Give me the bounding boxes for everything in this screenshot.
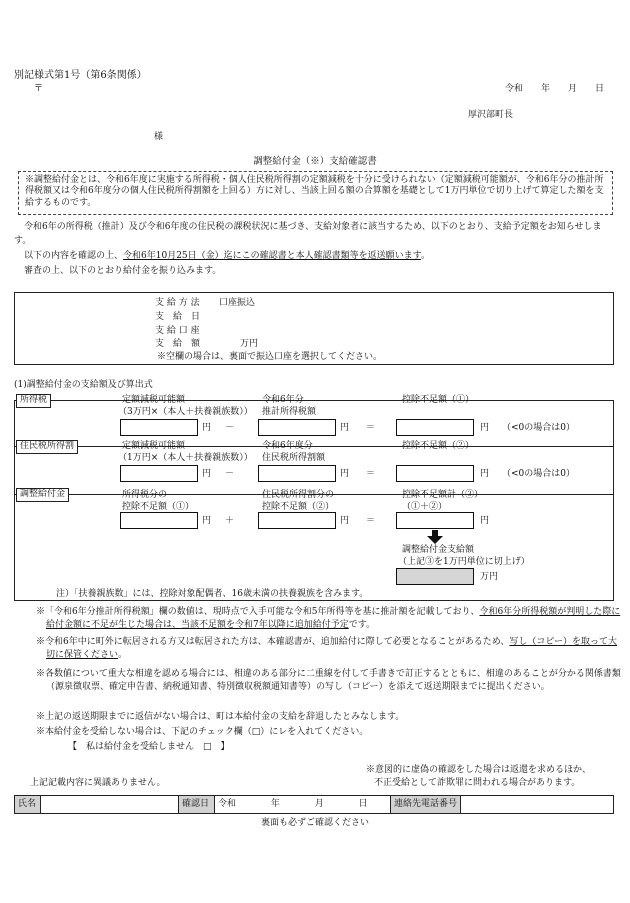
income-col1-line2: （3万円×（本人＋扶養親族数））	[118, 407, 253, 417]
yen-unit: 円	[480, 423, 490, 433]
form-number: 別記様式第1号（第6条関係）	[14, 70, 147, 81]
calc-footnote: 注）「扶養親族数」には、控除対象配偶者、16歳未満の扶養親族を含みます。	[56, 589, 369, 599]
name-field[interactable]	[41, 796, 179, 814]
intro-line-2-before: 以下の内容を確認の上、	[24, 251, 124, 261]
yen-unit: 円	[340, 423, 350, 433]
resident-tax-label: 住民税所得割	[16, 440, 78, 454]
final-amount-line1: 調整給付金支給額	[402, 545, 475, 555]
income-estimated-tax-field[interactable]	[258, 419, 336, 436]
yen-unit: 円	[202, 516, 212, 526]
income-shortfall-field[interactable]	[396, 419, 474, 436]
final-amount-field[interactable]	[396, 568, 474, 585]
signature-table	[14, 795, 614, 814]
recipient-sama: 様	[154, 132, 164, 142]
payment-account-label: 支 給 口 座	[155, 326, 200, 336]
note-1-text: ※「令和6年分推計所得税額」欄の数値は、現時点で入手可能な令和5年所得等を基に推計額を記載しており、	[36, 607, 480, 617]
minus-sign: －	[225, 469, 235, 479]
income-deduction-possible-field[interactable]	[120, 419, 198, 436]
minus-sign: －	[225, 423, 235, 433]
return-deadline: 令和6年10月25日（金）迄にこの確認書と本人確認書類等を返送願います	[123, 251, 421, 261]
note-2-end: 。	[118, 650, 128, 661]
payment-method-value: 口座振込	[219, 298, 256, 308]
payment-amount-label: 支 給 額	[155, 339, 201, 349]
yen-unit: 円	[480, 516, 490, 526]
calc-left-line	[14, 400, 15, 600]
calc-heading: (1)調整給付金の支給額及び算出式	[14, 380, 153, 390]
equals-sign: ＝	[366, 469, 376, 479]
income-col1-line1: 定額減税可能額	[122, 395, 186, 405]
adjust-col1-line1: 所得税分の	[122, 490, 168, 500]
note-3: ※各数値について重大な相違を認める場合には、相違のある部分に二重線を付して手書きで訂正するとともに、相違のあることが分かる関係書類（源泉徴収票、確定申告書、納税通知書、特別徴収税額通知書等）の写し（コピー）を添えて返送期限までに提出ください。	[36, 669, 621, 693]
equals-sign: ＝	[366, 516, 376, 526]
income-zero-note: （<0の場合は0）	[502, 423, 575, 433]
intro-line-2-after: 。	[420, 251, 430, 261]
yen-unit: 円	[480, 469, 490, 479]
final-amount-line2: （上記③を1万円単位に切上げ）	[398, 557, 530, 567]
back-side-note: 裏面も必ずご確認ください	[260, 818, 369, 828]
calc-right-line	[613, 400, 614, 600]
phone-field[interactable]	[461, 796, 614, 814]
row-divider	[14, 446, 614, 447]
era-label: 令和	[218, 798, 237, 809]
resident-col3-line1: 控除不足額（②）	[402, 441, 475, 451]
payment-date-label: 支 給 日	[155, 312, 201, 322]
resident-col2-line2: 住民税所得割額	[262, 453, 326, 463]
adjust-col2-line2: 控除不足額（②）	[262, 502, 335, 512]
adjust-resident-shortfall-field[interactable]	[258, 512, 336, 529]
income-col3-line1: 控除不足額（①）	[402, 395, 475, 405]
note-4: ※上記の返送期限までに返信がない場合は、町は本給付金の支給を辞退したとみなします。	[36, 712, 405, 722]
payment-method-label: 支 給 方 法	[155, 298, 200, 308]
note-1	[36, 606, 624, 632]
page-title: 調整給付金（※）支給確認書	[253, 156, 377, 167]
final-amount-unit: 万円	[480, 572, 499, 582]
total-shortfall-field[interactable]	[396, 512, 474, 529]
payment-note: ※空欄の場合は、裏面で振込口座を選択してください。	[157, 352, 383, 362]
note-1-underline-b: 税額が判明した際に給付金額に不足が生じた場合は、当該不足額を令和7年以降に追加給付予定	[46, 607, 621, 631]
year-label: 年	[270, 798, 280, 809]
intro-line-2	[24, 251, 430, 262]
fraud-warning-1: ※意図的に虚偽の確認をした場合は返還を求めるほか、	[366, 765, 592, 775]
resident-shortfall-field[interactable]	[396, 465, 474, 482]
resident-tax-amount-field[interactable]	[258, 465, 336, 482]
yen-unit: 円	[340, 516, 350, 526]
yen-unit: 円	[340, 469, 350, 479]
resident-col2-line1: 令和6年度分	[262, 441, 313, 451]
day-label: 日	[358, 798, 368, 809]
note-1-underline-a: 令和6年分所得	[479, 607, 540, 617]
intro-line-3: 審査の上、以下のとおり給付金を振り込みます。	[24, 266, 222, 276]
row-divider	[14, 400, 614, 401]
confirm-date-label: 確認日	[179, 796, 215, 814]
adjust-col2-line1: 住民税所得割分の	[262, 490, 335, 500]
resident-zero-note: （<0の場合は0）	[502, 469, 575, 479]
adjust-col3-line1: 控除不足額計（③）	[402, 490, 484, 500]
document-date: 令和 年 月 日	[505, 84, 605, 94]
adjust-col1-line2: 控除不足額（①）	[122, 502, 195, 512]
agreement-text: 上記記載内容に異議ありません。	[30, 778, 166, 788]
income-col2-line2: 推計所得税額	[262, 407, 317, 417]
month-label: 月	[314, 798, 324, 809]
resident-deduction-possible-field[interactable]	[120, 465, 198, 482]
resident-col1-line1: 定額減税可能額	[122, 441, 186, 451]
yen-unit: 円	[202, 423, 212, 433]
postal-mark: 〒	[34, 84, 44, 94]
plus-sign: ＋	[225, 516, 235, 526]
payment-amount-unit: 万円	[240, 339, 259, 349]
decline-checkbox-line[interactable]: 【 私は給付金を受給しません □ 】	[68, 742, 230, 752]
adjustment-label: 調整給付金	[16, 488, 69, 502]
note-1-end: です。	[348, 620, 376, 631]
note-2-underline-b: を取って大切に保管ください	[46, 637, 618, 661]
phone-label: 連絡先電話番号	[391, 796, 461, 814]
addressee: 厚沢部町長	[468, 110, 514, 120]
intro-line-1: 令和6年の所得税（推計）及び令和6年度の住民税の課税状況に基づき、支給対象者に該当するため、以下のとおり、支給予定額をお知らせします。	[14, 222, 602, 246]
name-label: 氏名	[15, 796, 41, 814]
confirm-date-field[interactable]	[215, 796, 391, 814]
income-col2-line1: 令和6年分	[262, 395, 304, 405]
notice-box	[18, 171, 613, 215]
note-2-underline-a: 写し（コピー）	[509, 637, 573, 647]
resident-col1-line2: （1万円×（本人＋扶養親族数））	[118, 453, 253, 463]
notice-text: ※調整給付金とは、令和6年度に実施する所得税・個人住民税所得割の定額減税を十分に受けられない（定額減税可能額が、令和6年分の推計所得税額又は令和6年度分の個人住民税所得割額を上回る）方に対し、当該上回る額の合算額を基礎として1万円単位で切り上げて算定した額を支給するものです。	[25, 175, 604, 208]
note-2-text: ※令和6年中に町外に転居される方又は転居された方は、本確認書が、追加給付に際して必要となることがあるため、	[36, 637, 510, 647]
payment-box	[14, 292, 614, 365]
fraud-warning-2: 不正受給として詐欺罪に問われる場合があります。	[374, 778, 581, 788]
income-tax-label: 所得税	[16, 394, 51, 408]
adjust-col3-line2: （①＋②）	[402, 502, 448, 512]
note-2	[36, 636, 624, 662]
equals-sign: ＝	[366, 423, 376, 433]
yen-unit: 円	[202, 469, 212, 479]
adjust-income-shortfall-field[interactable]	[120, 512, 198, 529]
note-5: ※本給付金を受給しない場合は、下記のチェック欄（□）にレを入れてください。	[36, 727, 369, 737]
